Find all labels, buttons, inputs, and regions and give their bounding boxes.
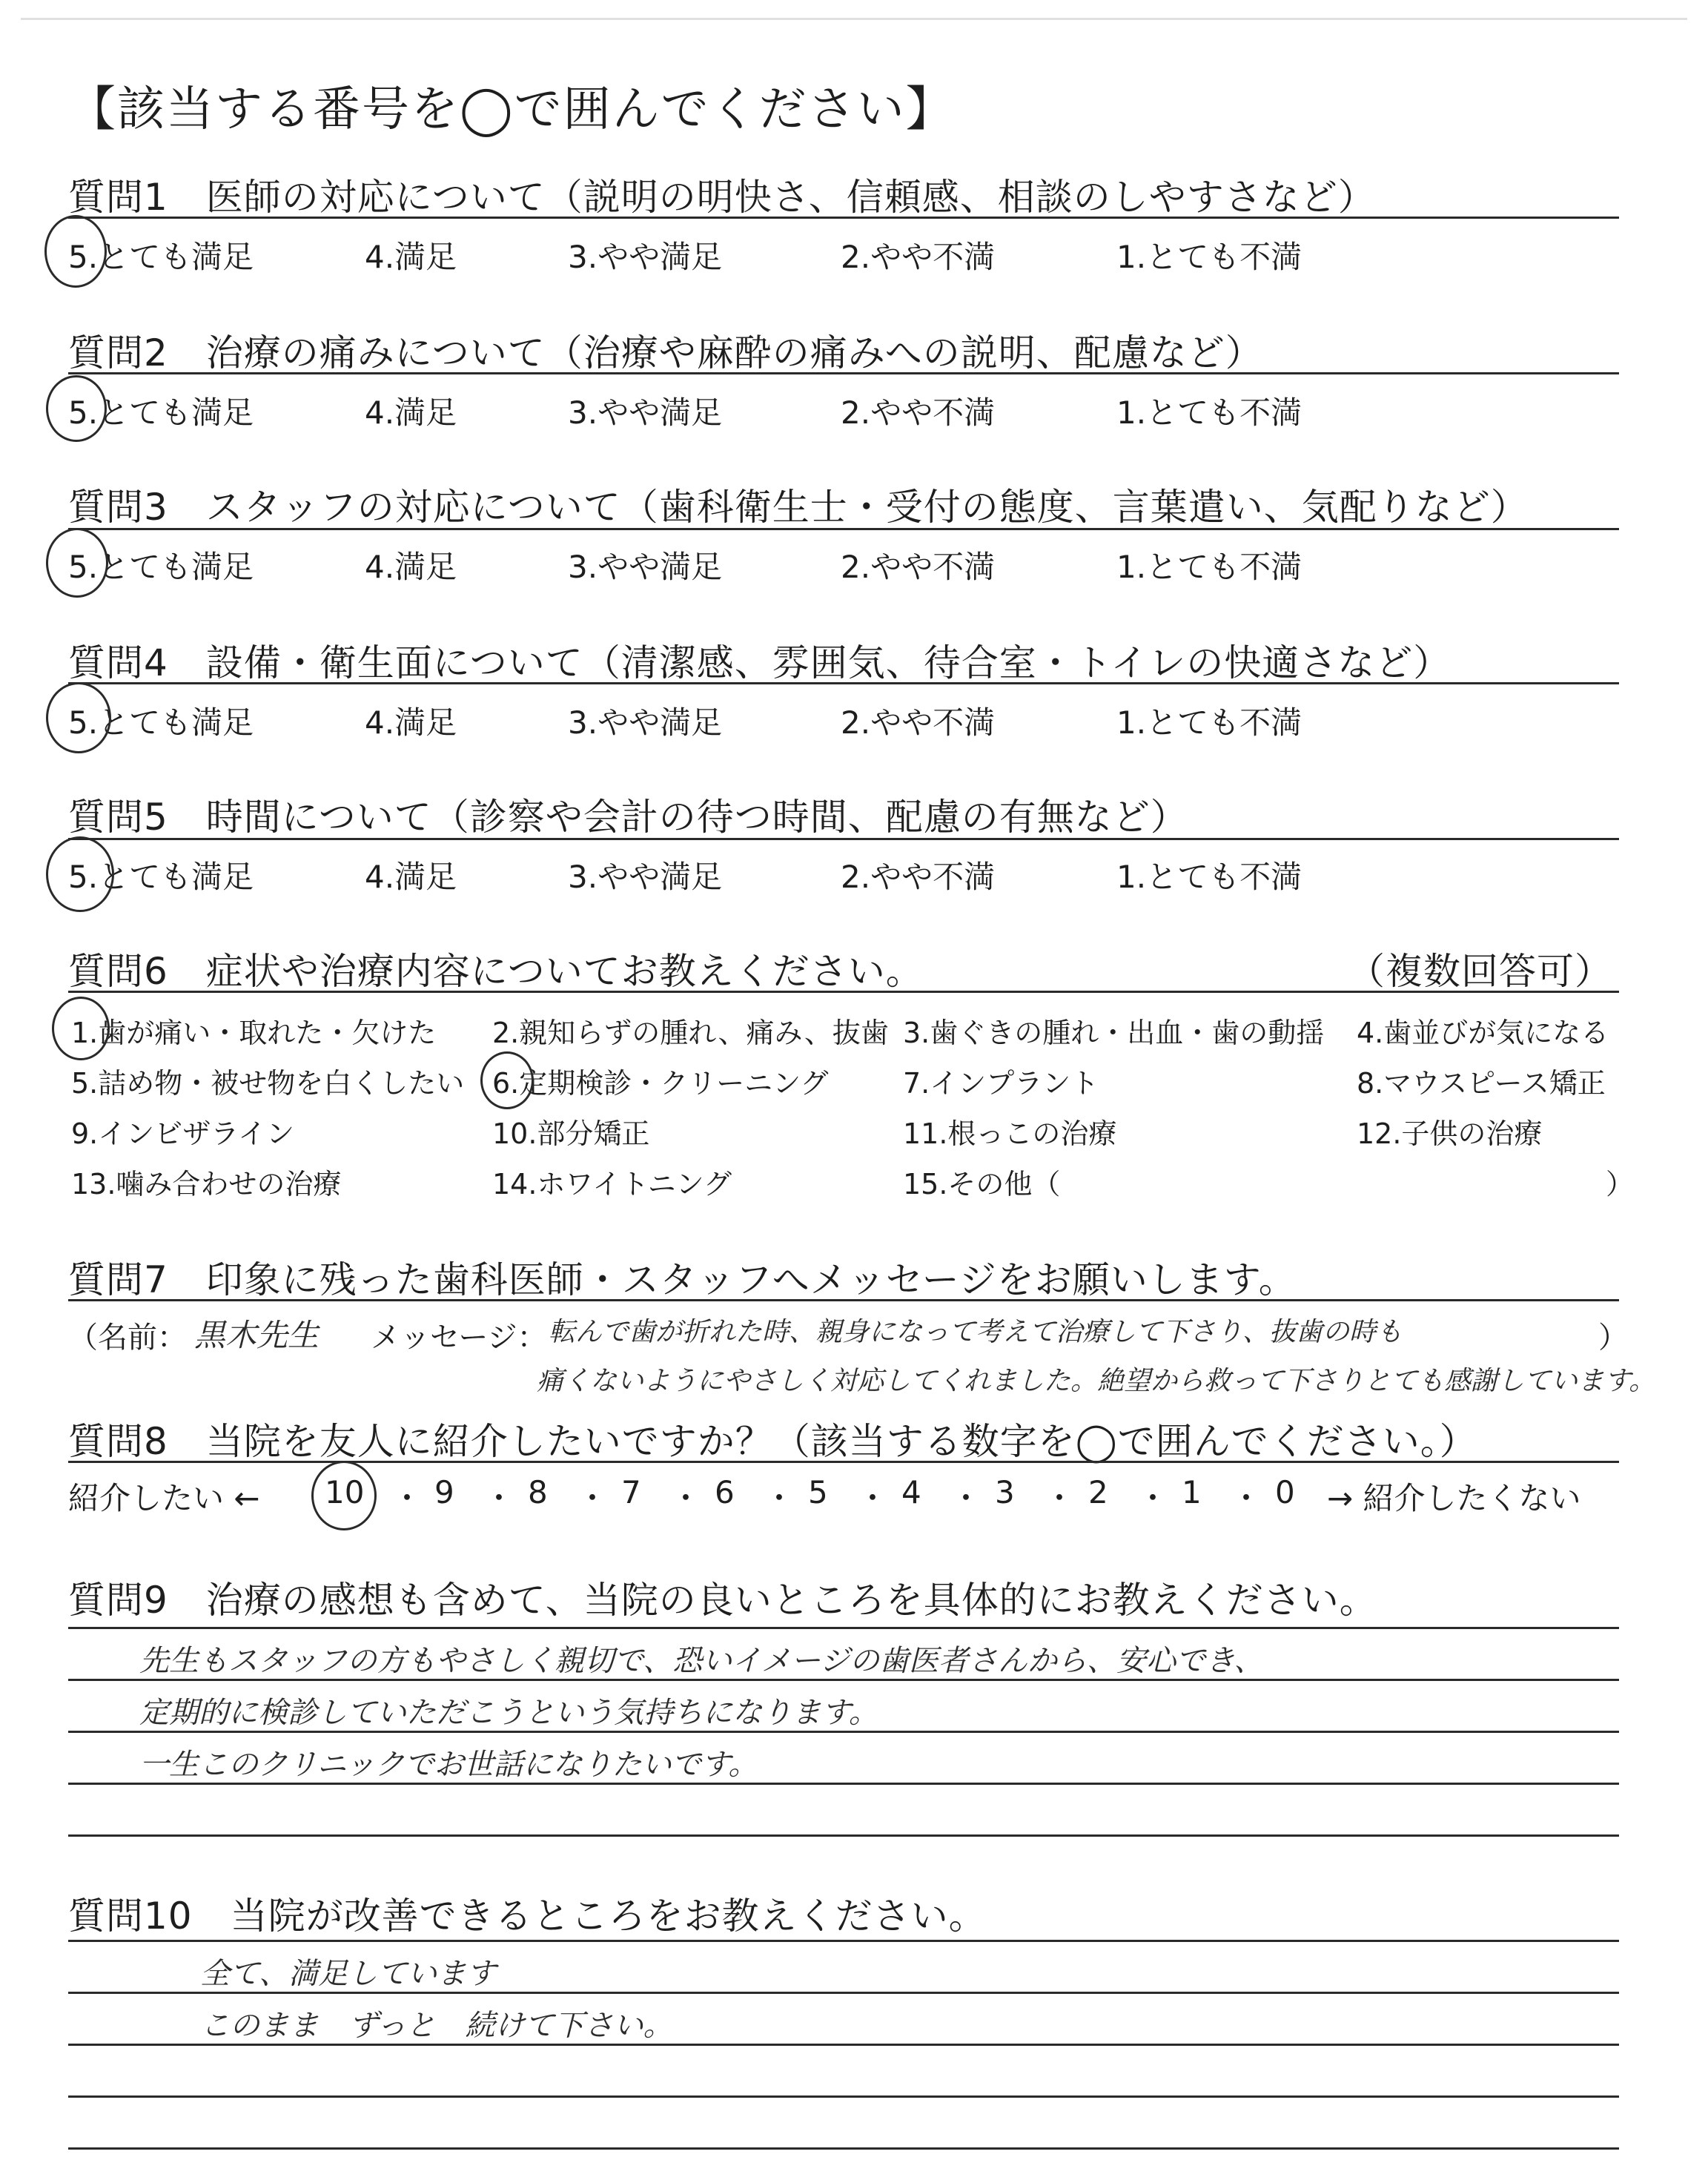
q8-selected-circle <box>311 1461 377 1530</box>
q3-option-5[interactable]: 5.とても満足 <box>68 549 254 585</box>
q9-answer-line-3[interactable]: 一生このクリニックでお世話になりたいです。 <box>139 1748 758 1782</box>
q2-option-5[interactable]: 5.とても満足 <box>68 394 254 431</box>
q6-item-1[interactable]: 1.歯が痛い・取れた・欠けた <box>71 1017 437 1049</box>
question-5-rule <box>68 838 1619 840</box>
q8-scale-6[interactable]: 6 <box>715 1474 735 1510</box>
q8-dot: ・ <box>1137 1480 1169 1516</box>
question-7-rule <box>68 1299 1619 1301</box>
question-1-title: 質問1 医師の対応について（説明の明快さ、信頼感、相談のしやすさなど） <box>68 176 1376 219</box>
q8-dot: ・ <box>1231 1480 1262 1516</box>
q2-option-1[interactable]: 1.とても不満 <box>1116 394 1302 431</box>
q1-option-1[interactable]: 1.とても不満 <box>1116 239 1302 275</box>
question-8-title: 質問8 当院を友人に紹介したいですか？（該当する数字を◯で囲んでください。） <box>68 1420 1477 1463</box>
q4-option-2[interactable]: 2.やや不満 <box>841 704 996 741</box>
question-5-title: 質問5 時間について（診察や会計の待つ時間、配慮の有無など） <box>68 796 1188 839</box>
q8-scale-10[interactable]: 10 <box>325 1474 365 1510</box>
q7-name-value[interactable]: 黒木先生 <box>194 1317 320 1353</box>
q3-selected-circle <box>46 528 108 598</box>
q6-item-2[interactable]: 2.親知らずの腫れ、痛み、抜歯 <box>492 1017 889 1049</box>
q10-line-rule-5 <box>68 2147 1619 2150</box>
q8-right-label: → 紹介したくない <box>1327 1480 1581 1516</box>
question-3-title: 質問3 スタッフの対応について（歯科衛生士・受付の態度、言葉遣い、気配りなど） <box>68 486 1529 529</box>
q6-item-15-close: ） <box>1606 1168 1635 1200</box>
q6-item-11[interactable]: 11.根っこの治療 <box>903 1117 1117 1150</box>
q10-line-rule-4 <box>68 2095 1619 2098</box>
q6-item-13[interactable]: 13.噛み合わせの治療 <box>71 1168 342 1200</box>
q3-option-2[interactable]: 2.やや不満 <box>841 549 996 585</box>
q8-scale-0[interactable]: 0 <box>1275 1474 1295 1510</box>
question-6-rule <box>68 991 1619 993</box>
q6-item-9[interactable]: 9.インビザライン <box>71 1117 295 1150</box>
q4-option-4[interactable]: 4.満足 <box>365 704 457 741</box>
q6-item-8[interactable]: 8.マウスピース矯正 <box>1357 1067 1606 1100</box>
q2-option-3[interactable]: 3.やや満足 <box>568 394 723 431</box>
question-2-rule <box>68 372 1619 374</box>
q4-selected-circle <box>46 682 111 753</box>
q8-dot: ・ <box>764 1480 795 1516</box>
question-9-title: 質問9 治療の感想も含めて、当院の良いところを具体的にお教えください。 <box>68 1579 1377 1622</box>
q8-dot: ・ <box>950 1480 982 1516</box>
q8-scale-1[interactable]: 1 <box>1182 1474 1202 1510</box>
q6-item-6[interactable]: 6.定期検診・クリーニング <box>492 1067 829 1100</box>
q9-answer-line-2[interactable]: 定期的に検診していただこうという気持ちになります。 <box>139 1696 878 1730</box>
q6-item-3[interactable]: 3.歯ぐきの腫れ・出血・歯の動揺 <box>903 1017 1325 1049</box>
q8-scale-3[interactable]: 3 <box>995 1474 1015 1510</box>
q8-dot: ・ <box>391 1480 423 1516</box>
q7-message-line-2[interactable]: 痛くないようにやさしく対応してくれました。絶望から救って下さりとても感謝しています。 <box>537 1366 1656 1396</box>
q3-option-3[interactable]: 3.やや満足 <box>568 549 723 585</box>
question-4-rule <box>68 682 1619 684</box>
q2-option-4[interactable]: 4.満足 <box>365 394 457 431</box>
q7-message-label: メッセージ： <box>371 1321 547 1355</box>
q3-option-1[interactable]: 1.とても不満 <box>1116 549 1302 585</box>
q8-dot: ・ <box>857 1480 889 1516</box>
q10-answer-line-2[interactable]: このまま ずっと 続けて下さい。 <box>200 2009 673 2043</box>
question-3-rule <box>68 528 1619 530</box>
q8-scale-7[interactable]: 7 <box>621 1474 641 1510</box>
q5-option-2[interactable]: 2.やや不満 <box>841 859 996 895</box>
q4-option-3[interactable]: 3.やや満足 <box>568 704 723 741</box>
q6-item-15[interactable]: 15.その他（ <box>903 1168 1061 1200</box>
q10-line-rule-1 <box>68 1940 1619 1942</box>
q2-option-2[interactable]: 2.やや不満 <box>841 394 996 431</box>
q6-selected-circle-1 <box>52 997 110 1060</box>
q5-option-4[interactable]: 4.満足 <box>365 859 457 895</box>
q6-item-10[interactable]: 10.部分矯正 <box>492 1117 650 1150</box>
q1-option-3[interactable]: 3.やや満足 <box>568 239 723 275</box>
q6-selected-circle-6 <box>480 1051 534 1109</box>
q6-item-4[interactable]: 4.歯並びが気になる <box>1357 1017 1609 1049</box>
question-7-title: 質問7 印象に残った歯科医師・スタッフへメッセージをお願いします。 <box>68 1258 1297 1301</box>
question-6-note: （複数回答可） <box>1348 950 1612 993</box>
question-8-rule <box>68 1461 1619 1463</box>
q5-option-1[interactable]: 1.とても不満 <box>1116 859 1302 895</box>
q3-option-4[interactable]: 4.満足 <box>365 549 457 585</box>
q8-scale-9[interactable]: 9 <box>434 1474 454 1510</box>
q4-option-1[interactable]: 1.とても不満 <box>1116 704 1302 741</box>
q8-dot: ・ <box>577 1480 609 1516</box>
q1-selected-circle <box>44 215 107 288</box>
q8-scale-2[interactable]: 2 <box>1088 1474 1108 1510</box>
q4-option-5[interactable]: 5.とても満足 <box>68 704 254 741</box>
q8-scale-4[interactable]: 4 <box>901 1474 921 1510</box>
q8-dot: ・ <box>483 1480 515 1516</box>
q5-selected-circle <box>46 836 114 912</box>
q1-option-2[interactable]: 2.やや不満 <box>841 239 996 275</box>
page-title: 【該当する番号を◯で囲んでください】 <box>68 82 955 137</box>
q8-dot: ・ <box>670 1480 702 1516</box>
scan-top-edge <box>21 18 1687 20</box>
q8-left-label: 紹介したい ← <box>68 1480 260 1516</box>
q8-scale-5[interactable]: 5 <box>808 1474 828 1510</box>
q6-item-5[interactable]: 5.詰め物・被せ物を白くしたい <box>71 1067 465 1100</box>
q9-line-rule-5 <box>68 1834 1619 1837</box>
q1-option-5[interactable]: 5.とても満足 <box>68 239 254 275</box>
q6-item-7[interactable]: 7.インプラント <box>903 1067 1099 1100</box>
q7-name-label: （名前： <box>68 1321 187 1355</box>
question-10-title: 質問10 当院が改善できるところをお教えください。 <box>68 1895 987 1938</box>
q7-message-line-1[interactable]: 転んで歯が折れた時、親身になって考えて治療して下さり、抜歯の時も <box>549 1317 1403 1347</box>
q6-item-12[interactable]: 12.子供の治療 <box>1357 1117 1543 1150</box>
q6-item-14[interactable]: 14.ホワイトニング <box>492 1168 732 1200</box>
q8-scale-8[interactable]: 8 <box>528 1474 548 1510</box>
q7-close-paren: ） <box>1598 1321 1628 1355</box>
q2-selected-circle <box>46 375 107 442</box>
q5-option-5[interactable]: 5.とても満足 <box>68 859 254 895</box>
q5-option-3[interactable]: 3.やや満足 <box>568 859 723 895</box>
question-4-title: 質問4 設備・衛生面について（清潔感、雰囲気、待合室・トイレの快適さなど） <box>68 641 1452 684</box>
q10-answer-line-1[interactable]: 全て、満足しています <box>200 1957 497 1991</box>
q1-option-4[interactable]: 4.満足 <box>365 239 457 275</box>
question-2-title: 質問2 治療の痛みについて（治療や麻酔の痛みへの説明、配慮など） <box>68 331 1263 374</box>
q9-line-rule-1 <box>68 1627 1619 1629</box>
q9-answer-line-1[interactable]: 先生もスタッフの方もやさしく親切で、恐いイメージの歯医者さんから、安心でき、 <box>139 1644 1264 1678</box>
question-1-rule <box>68 217 1619 219</box>
question-6-title: 質問6 症状や治療内容についてお教えください。 <box>68 950 924 993</box>
q8-dot: ・ <box>1044 1480 1076 1516</box>
